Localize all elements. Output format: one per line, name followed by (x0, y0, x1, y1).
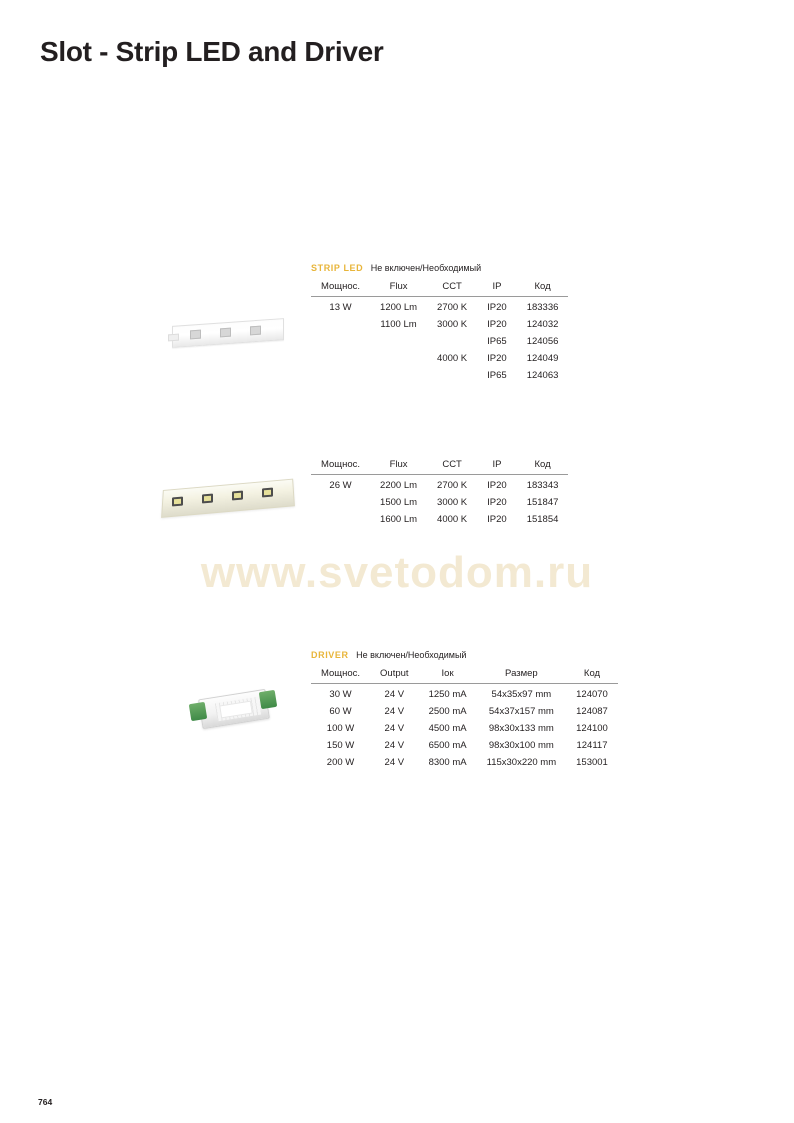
cell-output: 24 V (384, 740, 405, 751)
cell-size: 115x30x220 mm (486, 757, 557, 768)
cell-cct: 3000 K (437, 497, 468, 508)
cell-ip: IP20 (487, 497, 507, 508)
cell-code: 124032 (526, 319, 559, 330)
driver-end-cap (189, 702, 207, 721)
section-header (311, 263, 568, 273)
cell-power: 60 W (329, 706, 352, 717)
product-image-led-strip-white (168, 312, 286, 356)
cell-code: 124117 (576, 740, 608, 751)
page-number: 764 (38, 1097, 53, 1107)
section-driver (311, 650, 618, 771)
driver-end-cap (259, 690, 277, 709)
section-strip-led (311, 263, 568, 384)
section-strip-led-26w (311, 458, 568, 528)
table-row (311, 737, 618, 754)
table-row (311, 367, 568, 384)
cell-code: 124056 (526, 336, 559, 347)
cell-cct: 2700 K (437, 302, 468, 313)
cell-code: 153001 (576, 757, 608, 768)
cell-ip: IP20 (487, 480, 507, 491)
cell-power: 200 W (326, 757, 355, 768)
section-kicker: STRIP LED (311, 263, 364, 273)
cell-flux: 1600 Lm (380, 514, 418, 525)
cell-size: 54x37x157 mm (488, 706, 554, 717)
table-row (311, 703, 618, 720)
col-flux: Flux (370, 458, 427, 475)
cell-code: 183343 (526, 480, 559, 491)
cell-current: 1250 mA (428, 689, 467, 700)
cell-code: 124049 (526, 353, 559, 364)
cell-cct: 4000 K (437, 514, 468, 525)
strip-led (202, 494, 213, 504)
product-image-led-driver (186, 686, 282, 736)
cell-power (311, 333, 370, 350)
cell-ip: IP20 (487, 353, 507, 364)
strip-connector (168, 334, 179, 342)
table-row (311, 297, 568, 317)
cell-cct: 4000 K (437, 353, 468, 364)
cell-current: 6500 mA (428, 740, 467, 751)
spec-table (311, 667, 618, 771)
cell-code: 183336 (526, 302, 559, 313)
table-header-row (311, 280, 568, 297)
cell-power (311, 494, 370, 511)
section-note: Не включен/Необходимый (356, 650, 467, 660)
cell-code: 124063 (526, 370, 559, 381)
cell-power: 150 W (326, 740, 355, 751)
cell-power: 30 W (329, 689, 352, 700)
table-row (311, 684, 618, 704)
cell-flux: 1100 Lm (380, 319, 417, 330)
strip-led (262, 488, 273, 498)
product-image-led-strip-flexible (162, 472, 294, 522)
strip-led (172, 497, 183, 507)
col-power: Мощнос. (311, 280, 370, 297)
cell-output: 24 V (384, 723, 405, 734)
table-row (311, 720, 618, 737)
cell-code: 151847 (526, 497, 559, 508)
col-code: Код (517, 280, 569, 297)
cell-cct: 2700 K (437, 480, 468, 491)
cell-ip: IP65 (487, 336, 507, 347)
section-note: Не включен/Необходимый (370, 263, 482, 273)
section-header (311, 650, 618, 660)
cell-code: 124070 (576, 689, 608, 700)
cell-output: 24 V (384, 689, 405, 700)
cell-flux (370, 350, 427, 367)
col-power: Мощнос. (311, 667, 370, 684)
strip-led (220, 328, 231, 338)
cell-power (311, 511, 370, 528)
cell-size: 98x30x133 mm (488, 723, 554, 734)
watermark: www.svetodom.ru (200, 548, 594, 597)
strip-led (232, 491, 243, 501)
col-ip: IP (477, 280, 517, 297)
cell-power (311, 316, 370, 333)
col-cct: CCT (427, 458, 477, 475)
cell-flux: 2200 Lm (380, 480, 418, 491)
cell-flux: 1500 Lm (380, 497, 418, 508)
strip-led (250, 326, 261, 336)
cell-code: 124100 (576, 723, 608, 734)
table-row (311, 494, 568, 511)
col-power: Мощнос. (311, 458, 370, 475)
cell-code: 151854 (526, 514, 559, 525)
cell-output: 24 V (384, 706, 405, 717)
col-code: Код (517, 458, 569, 475)
col-flux: Flux (370, 280, 427, 297)
cell-code: 124087 (576, 706, 608, 717)
cell-power: 100 W (326, 723, 355, 734)
col-ip: IP (477, 458, 517, 475)
strip-led (190, 330, 201, 340)
section-kicker: DRIVER (311, 650, 349, 660)
cell-flux (370, 367, 427, 384)
spec-table (311, 280, 568, 384)
cell-cct: 3000 K (437, 319, 468, 330)
table-header-row (311, 667, 618, 684)
cell-ip: IP20 (487, 302, 507, 313)
table-row (311, 475, 568, 495)
cell-current: 4500 mA (428, 723, 467, 734)
spec-table (311, 458, 568, 528)
col-output: Output (370, 667, 419, 684)
cell-size: 54x35x97 mm (491, 689, 552, 700)
table-row (311, 511, 568, 528)
col-current: Iок (419, 667, 477, 684)
cell-cct (427, 333, 477, 350)
cell-flux: 1200 Lm (380, 302, 418, 313)
cell-power: 26 W (329, 480, 352, 491)
col-code: Код (566, 667, 618, 684)
table-row (311, 350, 568, 367)
cell-cct (427, 367, 477, 384)
page-title: Slot - Strip LED and Driver (40, 36, 384, 67)
cell-current: 8300 mA (428, 757, 467, 768)
table-row (311, 316, 568, 333)
cell-power: 13 W (329, 302, 352, 313)
cell-flux (370, 333, 427, 350)
cell-output: 24 V (384, 757, 405, 768)
table-row (311, 754, 618, 771)
table-header-row (311, 458, 568, 475)
cell-size: 98x30x100 mm (488, 740, 554, 751)
col-cct: CCT (427, 280, 477, 297)
cell-power (311, 367, 370, 384)
cell-ip: IP20 (487, 319, 507, 330)
col-size: Размер (477, 667, 567, 684)
cell-ip: IP20 (487, 514, 507, 525)
cell-power (311, 350, 370, 367)
cell-ip: IP65 (487, 370, 507, 381)
table-row (311, 333, 568, 350)
cell-current: 2500 mA (428, 706, 467, 717)
